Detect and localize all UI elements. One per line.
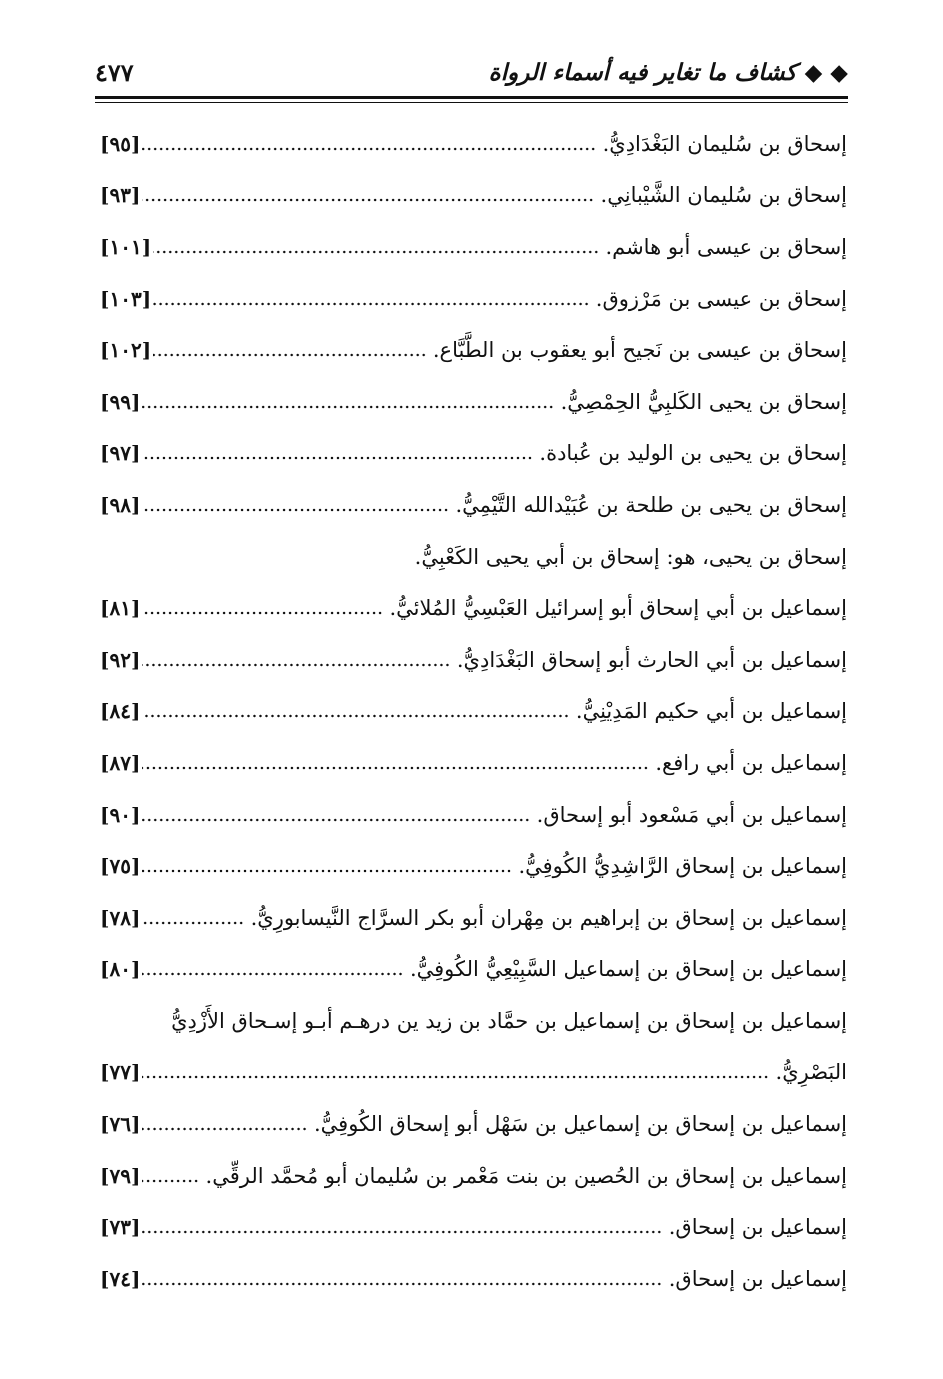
entry-reference-number: [١٠٣] xyxy=(100,286,152,311)
index-entry xyxy=(100,1201,847,1253)
dot-leader xyxy=(142,663,450,667)
index-entry xyxy=(100,221,847,273)
entry-reference-number: [٧٤] xyxy=(100,1266,141,1291)
index-entry xyxy=(100,118,847,170)
entry-name: إسحاق بن سُليمان الشَّيْبانِي. xyxy=(600,183,847,208)
entry-reference-number: [٨٤] xyxy=(100,699,141,724)
index-entry xyxy=(100,1253,847,1305)
entry-name: إسماعيل بن إسحاق. xyxy=(668,1215,847,1240)
entry-name: إسماعيل بن إسحاق. xyxy=(668,1266,847,1291)
dot-leader xyxy=(142,921,244,925)
running-title: ◆ ◆ كشاف ما تغاير فيه أسماء الرواة xyxy=(488,58,848,86)
entry-name: إسحاق بن عيسى أبو هاشم. xyxy=(605,234,847,259)
entry-name: إسحاق بن يحيى بن طلحة بن عُبَيْدالله التَّيْمِيُّ. xyxy=(455,492,847,517)
dot-leader xyxy=(142,1075,769,1079)
dot-leader xyxy=(142,147,596,151)
entry-name: إسحاق بن عيسى بن مَرْزوق. xyxy=(595,286,847,311)
entry-name: إسماعيل بن إسحاق بن إبراهيم بن مِهْران أبو بكر السرَّاج النَّيسابورِيُّ. xyxy=(250,905,847,930)
index-entry xyxy=(100,1150,847,1202)
index-entry xyxy=(100,1098,847,1150)
entry-name: إسحاق بن يحيى، هو: إسحاق بن أبي يحيى الكَعْبِيُّ. xyxy=(414,544,847,569)
entry-name: إسماعيل بن إسحاق بن إسماعيل السَّبِيْعِيُّ الكُوفِيُّ. xyxy=(409,957,847,982)
dot-leader xyxy=(142,869,512,873)
entry-reference-number: [٩٣] xyxy=(100,183,141,208)
dot-leader xyxy=(153,353,427,357)
index-entry xyxy=(100,376,847,428)
entry-reference-number: [٧٧] xyxy=(100,1060,141,1085)
index-entry xyxy=(100,531,847,583)
entry-name: إسماعيل بن إسحاق بن إسماعيل بن سَهْل أبو إسحاق الكُوفِيُّ. xyxy=(313,1112,847,1137)
index-entry xyxy=(100,840,847,892)
entry-name: البَصْرِيُّ. xyxy=(775,1060,847,1085)
index-entries xyxy=(100,118,847,1305)
dot-leader xyxy=(142,198,594,202)
entry-name: إسحاق بن يحيى الكَلبِيُّ الحِمْصِيُّ. xyxy=(560,389,847,414)
entry-reference-number: [٩٥] xyxy=(100,131,141,156)
dot-leader xyxy=(142,818,530,822)
entry-reference-number: [١٠٢] xyxy=(100,338,152,363)
entry-reference-number: [٩٠] xyxy=(100,802,141,827)
entry-name: إسحاق بن يحيى بن الوليد بن عُبادة. xyxy=(539,441,847,466)
header-rule-thick xyxy=(95,96,848,99)
page-number: ٤٧٧ xyxy=(95,57,134,87)
entry-reference-number: [٨٠] xyxy=(100,957,141,982)
dot-leader xyxy=(142,508,449,512)
entry-name: إسماعيل بن أبي رافع. xyxy=(655,750,847,775)
entry-reference-number: [٨٧] xyxy=(100,750,141,775)
index-entry xyxy=(100,324,847,376)
index-entry xyxy=(100,995,847,1047)
index-entry xyxy=(100,634,847,686)
entry-name: إسماعيل بن إسحاق بن الحُصين بن بنت مَعْمر بن سُليمان أبو مُحمَّد الرقِّي. xyxy=(205,1163,847,1188)
dot-leader xyxy=(153,250,599,254)
dot-leader xyxy=(142,714,569,718)
dot-leader xyxy=(142,1282,662,1286)
index-entry xyxy=(100,892,847,944)
dot-leader xyxy=(142,1230,662,1234)
entry-reference-number: [٩٨] xyxy=(100,492,141,517)
entry-name: إسماعيل بن أبي حكيم المَدِيْنِيُّ. xyxy=(575,699,847,724)
index-entry xyxy=(100,428,847,480)
header-rule-thin xyxy=(95,102,848,103)
entry-reference-number: [٩٧] xyxy=(100,441,141,466)
dot-leader xyxy=(142,611,383,615)
entry-name: إسماعيل بن أبي الحارث أبو إسحاق البَغْدَادِيُّ. xyxy=(456,647,847,672)
entry-reference-number: [٨١] xyxy=(100,596,141,621)
entry-name: إسحاق بن سُليمان البَغْدَادِيُّ. xyxy=(602,131,847,156)
entry-name: إسماعيل بن أبي إسحاق أبو إسرائيل العَبْسِيُّ المُلائيُّ. xyxy=(389,596,847,621)
entry-name: إسماعيل بن أبي مَسْعود أبو إسحاق. xyxy=(536,802,847,827)
entry-reference-number: [٩٢] xyxy=(100,647,141,672)
dot-leader xyxy=(153,302,590,306)
entry-reference-number: [١٠١] xyxy=(100,234,152,259)
entry-name: إسماعيل بن إسحاق الرَّاشِدِيُّ الكُوفِيُّ. xyxy=(518,854,847,879)
index-entry xyxy=(100,170,847,222)
index-entry xyxy=(100,273,847,325)
entry-reference-number: [٧٣] xyxy=(100,1215,141,1240)
index-entry xyxy=(100,686,847,738)
index-entry xyxy=(100,944,847,996)
index-entry xyxy=(100,582,847,634)
entry-reference-number: [٧٨] xyxy=(100,905,141,930)
index-entry xyxy=(100,1047,847,1099)
dot-leader xyxy=(142,766,649,770)
index-entry xyxy=(100,479,847,531)
dot-leader xyxy=(142,405,554,409)
page-header xyxy=(95,50,848,94)
entry-reference-number: [٩٩] xyxy=(100,389,141,414)
entry-name: إسحاق بن عيسى بن نَجيح أبو يعقوب بن الطَّبَّاع. xyxy=(432,338,847,363)
entry-name: إسماعيل بن إسحاق بن إسماعيل بن حمَّاد بن زيد ين درهـم أبـو إسـحاق الأَزْدِيُّ xyxy=(171,1008,847,1033)
dot-leader xyxy=(142,972,404,976)
index-entry xyxy=(100,789,847,841)
dot-leader xyxy=(142,456,533,460)
dot-leader xyxy=(142,1127,308,1131)
index-entry xyxy=(100,737,847,789)
entry-reference-number: [٧٦] xyxy=(100,1112,141,1137)
entry-reference-number: [٧٩] xyxy=(100,1163,141,1188)
entry-reference-number: [٧٥] xyxy=(100,854,141,879)
dot-leader xyxy=(142,1179,199,1183)
